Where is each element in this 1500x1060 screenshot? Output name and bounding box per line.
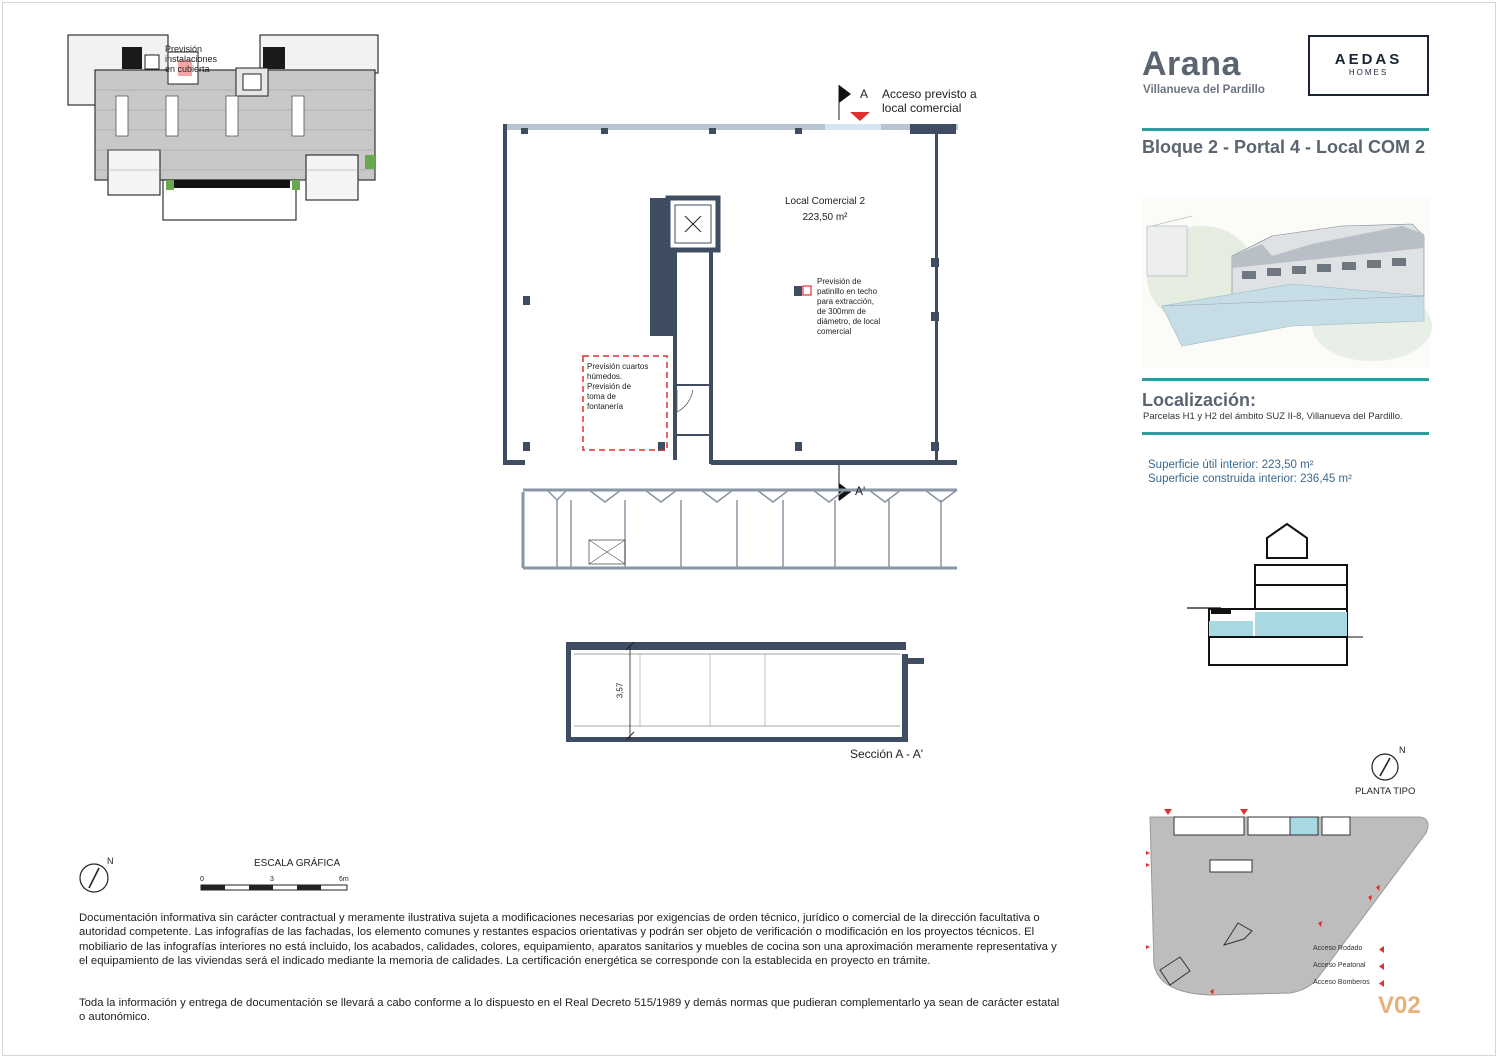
rule-top <box>1142 128 1429 131</box>
disclaimer-paragraph-2: Toda la información y entrega de documentación se llevará a cabo conforme a lo dispuesto en el Real Decreto 515/1989 y demás normas que pudieran complementarlo ya sean de carácter estatal o autonómico. <box>79 997 1060 1024</box>
wet-rooms-note: Previsión cuartos húmedos. Previsión de toma de fontanería <box>587 362 649 411</box>
logo-main-text: AEDAS <box>1334 51 1403 68</box>
unit-title: Bloque 2 - Portal 4 - Local COM 2 <box>1142 137 1426 157</box>
project-location: Villanueva del Pardillo <box>1143 84 1265 96</box>
scale-bar <box>200 884 350 892</box>
north-label: N <box>107 856 114 866</box>
scale-title: ESCALA GRÁFICA <box>254 858 341 869</box>
version-label: V02 <box>1378 992 1421 1019</box>
site-plan-drawing <box>1140 805 1435 1000</box>
surface-built: Superficie construida interior: 236,45 m² <box>1148 473 1352 485</box>
scale-tick-3: 3 <box>270 876 274 883</box>
surface-useful: Superficie útil interior: 223,50 m² <box>1148 459 1314 471</box>
section-caption: Sección A - A' <box>850 747 924 761</box>
floor-plan-drawing <box>495 80 965 580</box>
localization-text: Parcelas H1 y H2 del ámbito SUZ II-8, Villanueva del Pardillo. <box>1143 411 1403 422</box>
north-arrow-site-icon <box>1370 752 1400 782</box>
section-height-dim: 3,57 <box>615 682 625 699</box>
site-plan-caption: PLANTA TIPO <box>1355 786 1416 797</box>
north-arrow-icon <box>78 862 110 894</box>
scale-tick-6: 6m <box>339 876 349 883</box>
roof-plan-drawing <box>60 30 390 225</box>
rule-bottom <box>1142 432 1429 435</box>
rule-middle <box>1142 378 1429 381</box>
site-north-label: N <box>1399 745 1406 755</box>
legend-acceso-peatonal: Acceso Peatonal <box>1313 962 1366 969</box>
disclaimer-paragraph-1: Documentación informativa sin carácter contractual y meramente ilustrativa sujeta a modificaciones necesarias por exigencias de orden técnico, jurídico o comercial de la dirección facultativa o autoridad competente. Las infografías de las fachadas, los elemento comunes y restantes espacios orientativas y podrán ser objeto de verificación o modificación en los proyectos técnicos. El mobiliario de las infografías interiores no está incluido, los acabados, calidades, colores, equipamiento, aparatos sanitarios y muebles de cocina son una aproximación meramente representativa y el equipamiento de las viviendas será el indicado mediante la memoria de calidades. La certificación energética se corresponde con la establecida en proyecto en trámite. <box>79 912 1057 968</box>
patinillo-note: Previsión de patinillo en techo para extracción, de 300mm de diámetro, de local comercial <box>817 277 881 336</box>
project-name: Arana <box>1142 45 1241 83</box>
building-section-key <box>1185 520 1370 670</box>
localization-title: Localización: <box>1142 390 1257 410</box>
legend-acceso-rodado: Acceso Rodado <box>1313 945 1363 952</box>
room-name: Local Comercial 2 <box>784 196 866 207</box>
legend-acceso-bomberos: Acceso Bomberos <box>1313 979 1370 986</box>
aedas-logo <box>1308 35 1429 96</box>
logo-sub-text: HOMES <box>1348 68 1389 77</box>
room-area: 223,50 m² <box>802 212 848 223</box>
access-note: Acceso previsto a local comercial <box>882 87 977 115</box>
section-mark-a: A <box>860 87 869 101</box>
scale-tick-0: 0 <box>200 876 204 883</box>
section-mark-a-prime: A' <box>855 484 866 498</box>
building-render-image <box>1142 196 1430 368</box>
roof-install-note: Previsión instalaciones en cubierta <box>165 44 218 74</box>
